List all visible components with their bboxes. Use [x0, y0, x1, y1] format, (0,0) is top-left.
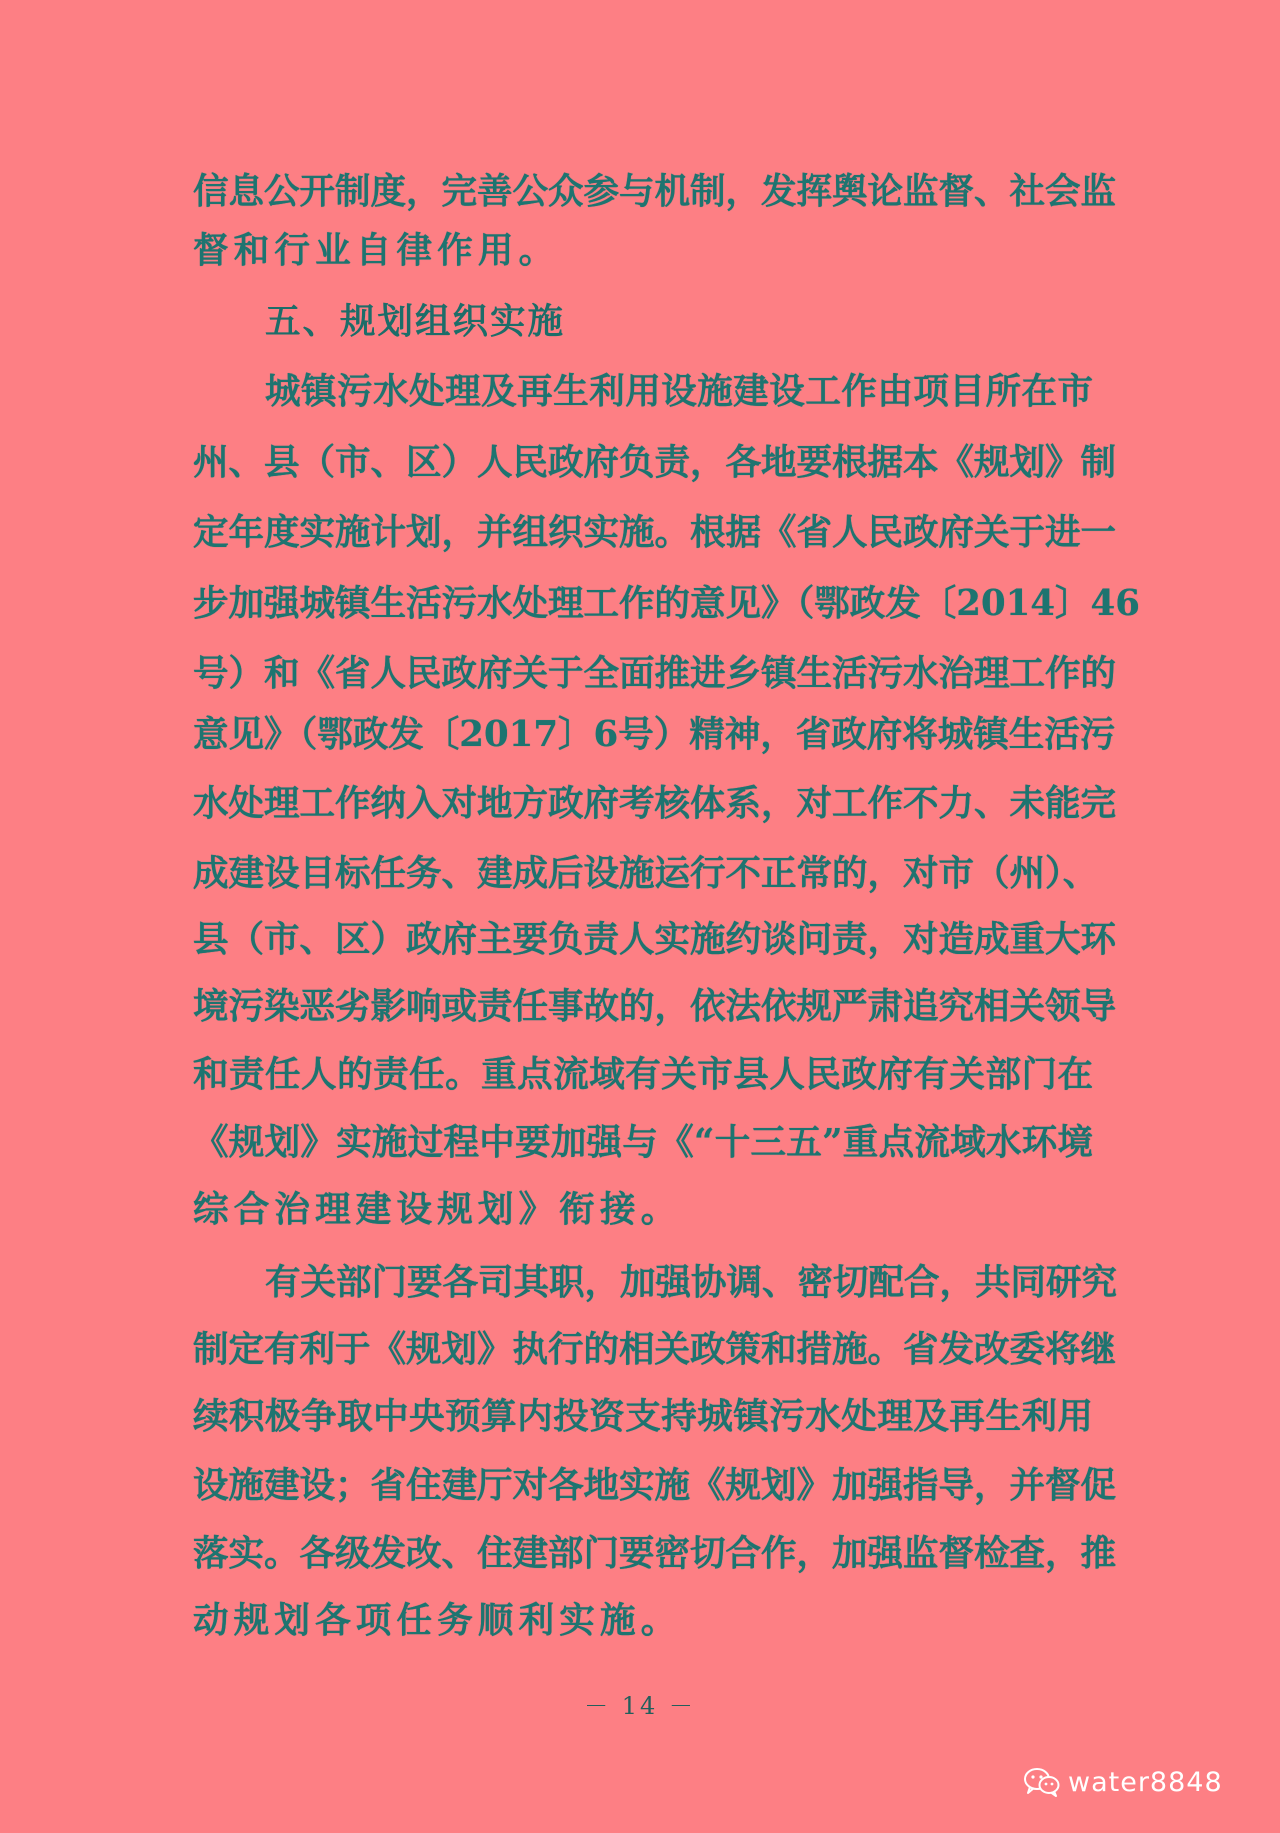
text-line: 动规划各项任务顺利实施。 — [193, 1600, 682, 1641]
watermark-text: water8848 — [1068, 1766, 1223, 1798]
text-line: 和责任人的责任。重点流域有关市县人民政府有关部门在 — [193, 1054, 1093, 1095]
text-line: 境污染恶劣影响或责任事故的，依法依规严肃追究相关领导 — [193, 986, 1117, 1027]
text-line: 步加强城镇生活污水处理工作的意见》（鄂政发〔2014〕46 — [193, 583, 1140, 624]
page-number: － 14 － — [584, 1692, 696, 1720]
text-line: 信息公开制度，完善公众参与机制，发挥舆论监督、社会监 — [193, 171, 1117, 212]
watermark — [1024, 1762, 1223, 1802]
text-line: 设施建设；省住建厅对各地实施《规划》加强指导，并督促 — [193, 1465, 1117, 1506]
text-line: 号）和《省人民政府关于全面推进乡镇生活污水治理工作的 — [193, 653, 1117, 694]
text-line: 制定有利于《规划》执行的相关政策和措施。省发改委将继 — [193, 1329, 1117, 1370]
text-line: 督和行业自律作用。 — [193, 230, 560, 271]
text-line: 意见》（鄂政发〔2017〕6号）精神，省政府将城镇生活污 — [193, 714, 1116, 755]
text-line: 成建设目标任务、建成后设施运行不正常的，对市（州）、 — [193, 853, 1099, 894]
text-line: 综合治理建设规划》衔接。 — [193, 1189, 682, 1230]
text-line: 《规划》实施过程中要加强与《“十三五”重点流域水环境 — [193, 1122, 1093, 1163]
text-line: 定年度实施计划，并组织实施。根据《省人民政府关于进一 — [193, 512, 1117, 553]
section-heading: 五、规划组织实施 — [265, 301, 566, 342]
text-line: 水处理工作纳入对地方政府考核体系，对工作不力、未能完 — [193, 783, 1117, 824]
text-line: 落实。各级发改、住建部门要密切合作，加强监督检查，推 — [193, 1533, 1117, 1574]
wechat-icon — [1024, 1767, 1060, 1797]
text-line: 县（市、区）政府主要负责人实施约谈问责，对造成重大环 — [193, 919, 1117, 960]
text-line: 有关部门要各司其职，加强协调、密切配合，共同研究 — [265, 1262, 1118, 1303]
text-line: 城镇污水处理及再生利用设施建设工作由项目所在市 — [265, 371, 1093, 412]
text-line: 续积极争取中央预算内投资支持城镇污水处理及再生利用 — [193, 1396, 1093, 1437]
text-line: 州、县（市、区）人民政府负责，各地要根据本《规划》制 — [193, 442, 1117, 483]
